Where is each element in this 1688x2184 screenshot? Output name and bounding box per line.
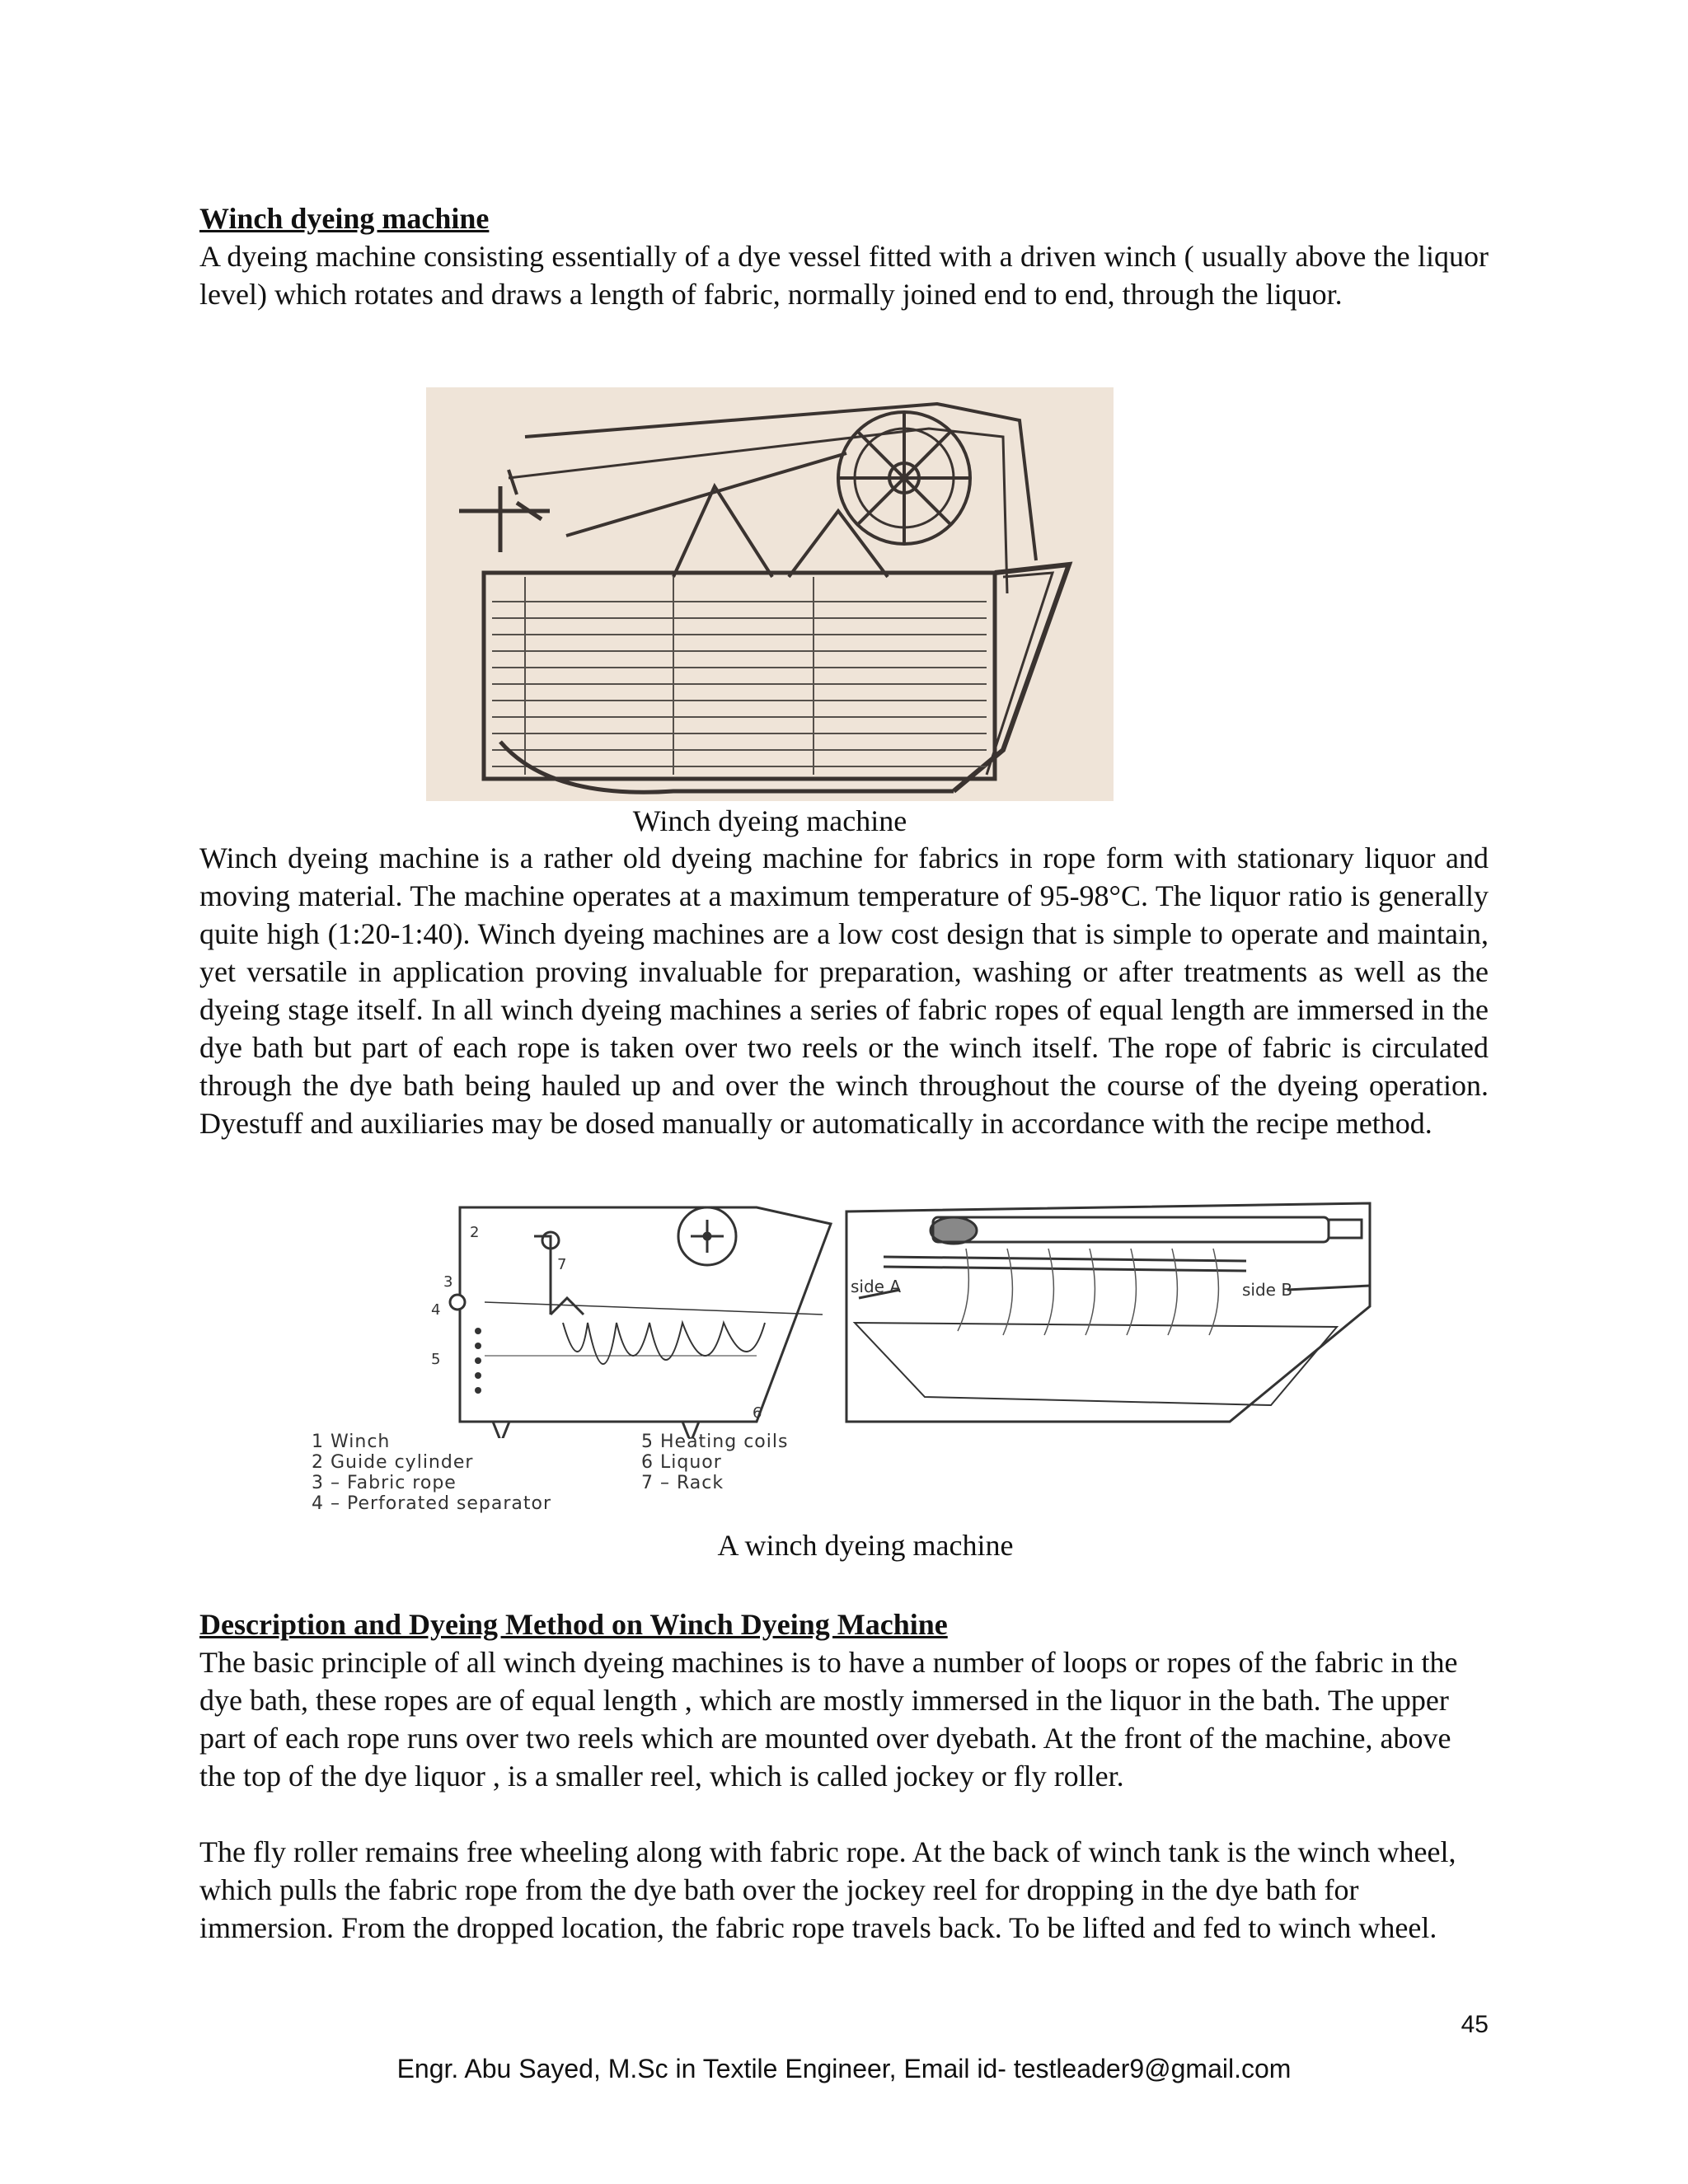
page-number: 45 [1461,2011,1489,2038]
legend-item: 5 Heating coils [641,1432,789,1452]
callout-7: 7 [557,1256,567,1273]
legend-right [641,1432,788,1493]
figure1-caption: Winch dyeing machine [632,804,907,837]
side-b-label: side B [1242,1280,1293,1300]
description-paragraph-2: The fly roller remains free wheeling along with fabric rope. At the back of winch tank is the winch wheel, which pulls the fabric rope from the dye bath over the jockey reel for dropping in the dye bath for immersion. From the dropped location, the fabric rope travels back. To be lifted and fed to winch wheel. [199,1835,1456,1944]
side-a-label: side A [851,1277,902,1296]
callout-6: 6 [753,1404,762,1422]
callout-4: 4 [431,1301,441,1319]
section-heading-winch: Winch dyeing machine [199,202,490,235]
callout-5: 5 [431,1351,441,1368]
legend-left [312,1432,551,1514]
legend-item: 7 – Rack [641,1473,724,1493]
footer-author: Engr. Abu Sayed, M.Sc in Textile Engineer, Email id- testleader9@gmail.com [396,2054,1292,2083]
callout-3: 3 [443,1273,453,1291]
winch-description-paragraph: Winch dyeing machine is a rather old dyeing machine for fabrics in rope form with stationary liquor and moving material. The machine operates at a maximum temperature of 95-98°C. The liquor ratio is generally quite high (1:20-1:40). Winch dyeing machines are a low cost design that is simple to operate and maintain, yet versatile in application proving invaluable for preparation, washing or after treatments as well as the dyeing stage itself. In all winch dyeing machines a series of fabric ropes of equal length are immersed in the dye bath but part of each rope is taken over two reels or the winch itself. The rope of fabric is circulated through the dye bath being hauled up and over the winch throughout the course of the dyeing operation. Dyestuff and auxiliaries may be dosed manually or automatically in accordance with the recipe method. [199,841,1489,1140]
section-heading-description: Description and Dyeing Method on Winch Dyeing Machine [199,1608,948,1641]
legend-item: 4 – Perforated separator [312,1493,551,1514]
legend-item: 3 – Fabric rope [312,1473,457,1493]
legend-item: 1 Winch [312,1432,391,1452]
winch-machine-photo [426,387,1114,801]
winch-schematic-right [842,1199,1386,1430]
legend-item: 2 Guide cylinder [312,1452,474,1473]
callout-2: 2 [470,1224,480,1241]
definition-paragraph: A dyeing machine consisting essentially of a dye vessel fitted with a driven winch ( usually above the liquor level) which rotates and draws a length of fabric, normally joined end to end, through the liquor. [199,240,1489,311]
winch-schematic-left [410,1199,839,1438]
description-paragraph-1: The basic principle of all winch dyeing machines is to have a number of loops or ropes of the fabric in the dye bath, these ropes are of equal length , which are mostly immersed in the liquor in the bath. The upper part of each rope runs over two reels which are mounted over dyebath. At the front of the machine, above the top of the dye liquor , is a smaller reel, which is called jockey or fly roller. [199,1646,1458,1793]
figure2-caption: A winch dyeing machine [717,1529,1014,1562]
legend-item: 6 Liquor [641,1452,722,1473]
